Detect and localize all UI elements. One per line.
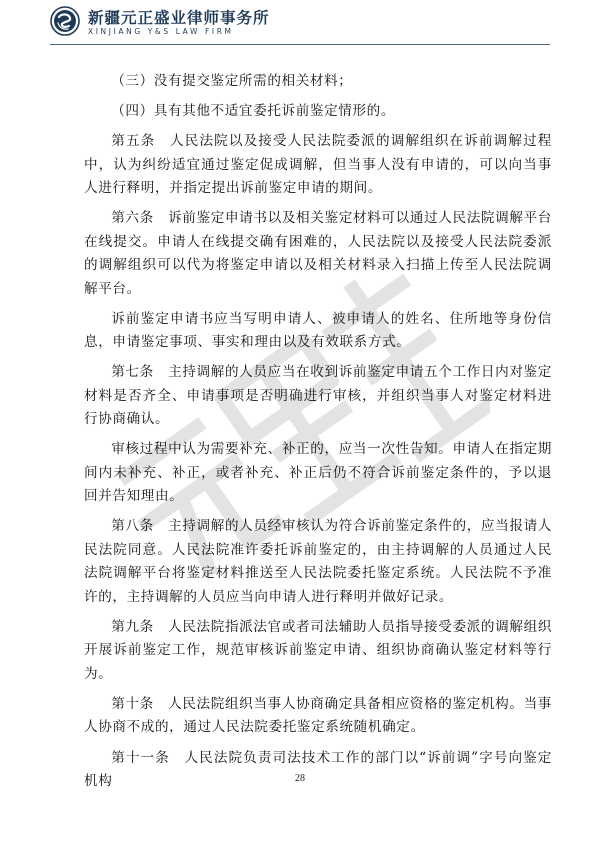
paragraph: 审核过程中认为需要补充、补正的，应当一次性告知。申请人在指定期间内未补充、补正，或者补充、补正后仍不符合诉前鉴定条件的，予以退回并告知理由。 xyxy=(84,441,552,505)
paragraph: 第十条 人民法院组织当事人协商确定具备相应资格的鉴定机构。当事人协商不成的，通过人民法院委托鉴定系统随机确定。 xyxy=(84,695,552,736)
paragraph: 诉前鉴定申请书应当写明申请人、被申请人的姓名、住所地等身份信息，申请鉴定事项、事实和理由以及有效联系方式。 xyxy=(84,310,552,351)
paragraph: 第九条 人民法院指派法官或者司法辅助人员指导接受委派的调解组织开展诉前鉴定工作，规范审核诉前鉴定申请、组织协商确认鉴定材料等行为。 xyxy=(84,618,552,682)
page-number: 28 xyxy=(295,773,305,784)
header-divider xyxy=(50,44,550,45)
paragraph: 第十一条 人民法院负责司法技术工作的部门以“诉前调”字号向鉴定机构 xyxy=(84,749,552,789)
paragraph: 第五条 人民法院以及接受人民法院委派的调解组织在诉前调解过程中，认为纠纷适宜通过鉴定促成调解，但当事人没有申请的，可以向当事人进行释明，并指定提出诉前鉴定申请的期间。 xyxy=(84,133,552,197)
firm-name-cn: 新疆元正盛业律师事务所 xyxy=(88,9,270,27)
paragraph: （四）具有其他不适宜委托诉前鉴定情形的。 xyxy=(111,103,396,120)
paragraph: 第六条 诉前鉴定申请书以及相关鉴定材料可以通过人民法院调解平台在线提交。申请人在线提交确有困难的，人民法院以及接受人民法院委派的调解组织可以代为将鉴定申请以及相关材料录入扫描上传至人民法院调解平台。 xyxy=(84,210,552,297)
paragraph: 第八条 主持调解的人员经审核认为符合诉前鉴定条件的，应当报请人民法院同意。人民法院准许委托诉前鉴定的，由主持调解的人员通过人民法院调解平台将鉴定材料推送至人民法院委托鉴定系统。人民法院不予准许的，主持调解的人员应当向申请人进行释明并做好记录。 xyxy=(84,518,552,605)
firm-name-en: XINJIANG Y&S LAW FIRM xyxy=(88,27,234,36)
letterhead xyxy=(0,0,600,52)
document-body xyxy=(84,70,552,800)
paragraph: （三）没有提交鉴定所需的相关材料； xyxy=(111,73,353,89)
swirl-logo-icon xyxy=(50,6,80,36)
paragraph: 第七条 主持调解的人员应当在收到诉前鉴定申请五个工作日内对鉴定材料是否齐全、申请事项是否明确进行审核，并组织当事人对鉴定材料进行协商确认。 xyxy=(84,364,552,428)
